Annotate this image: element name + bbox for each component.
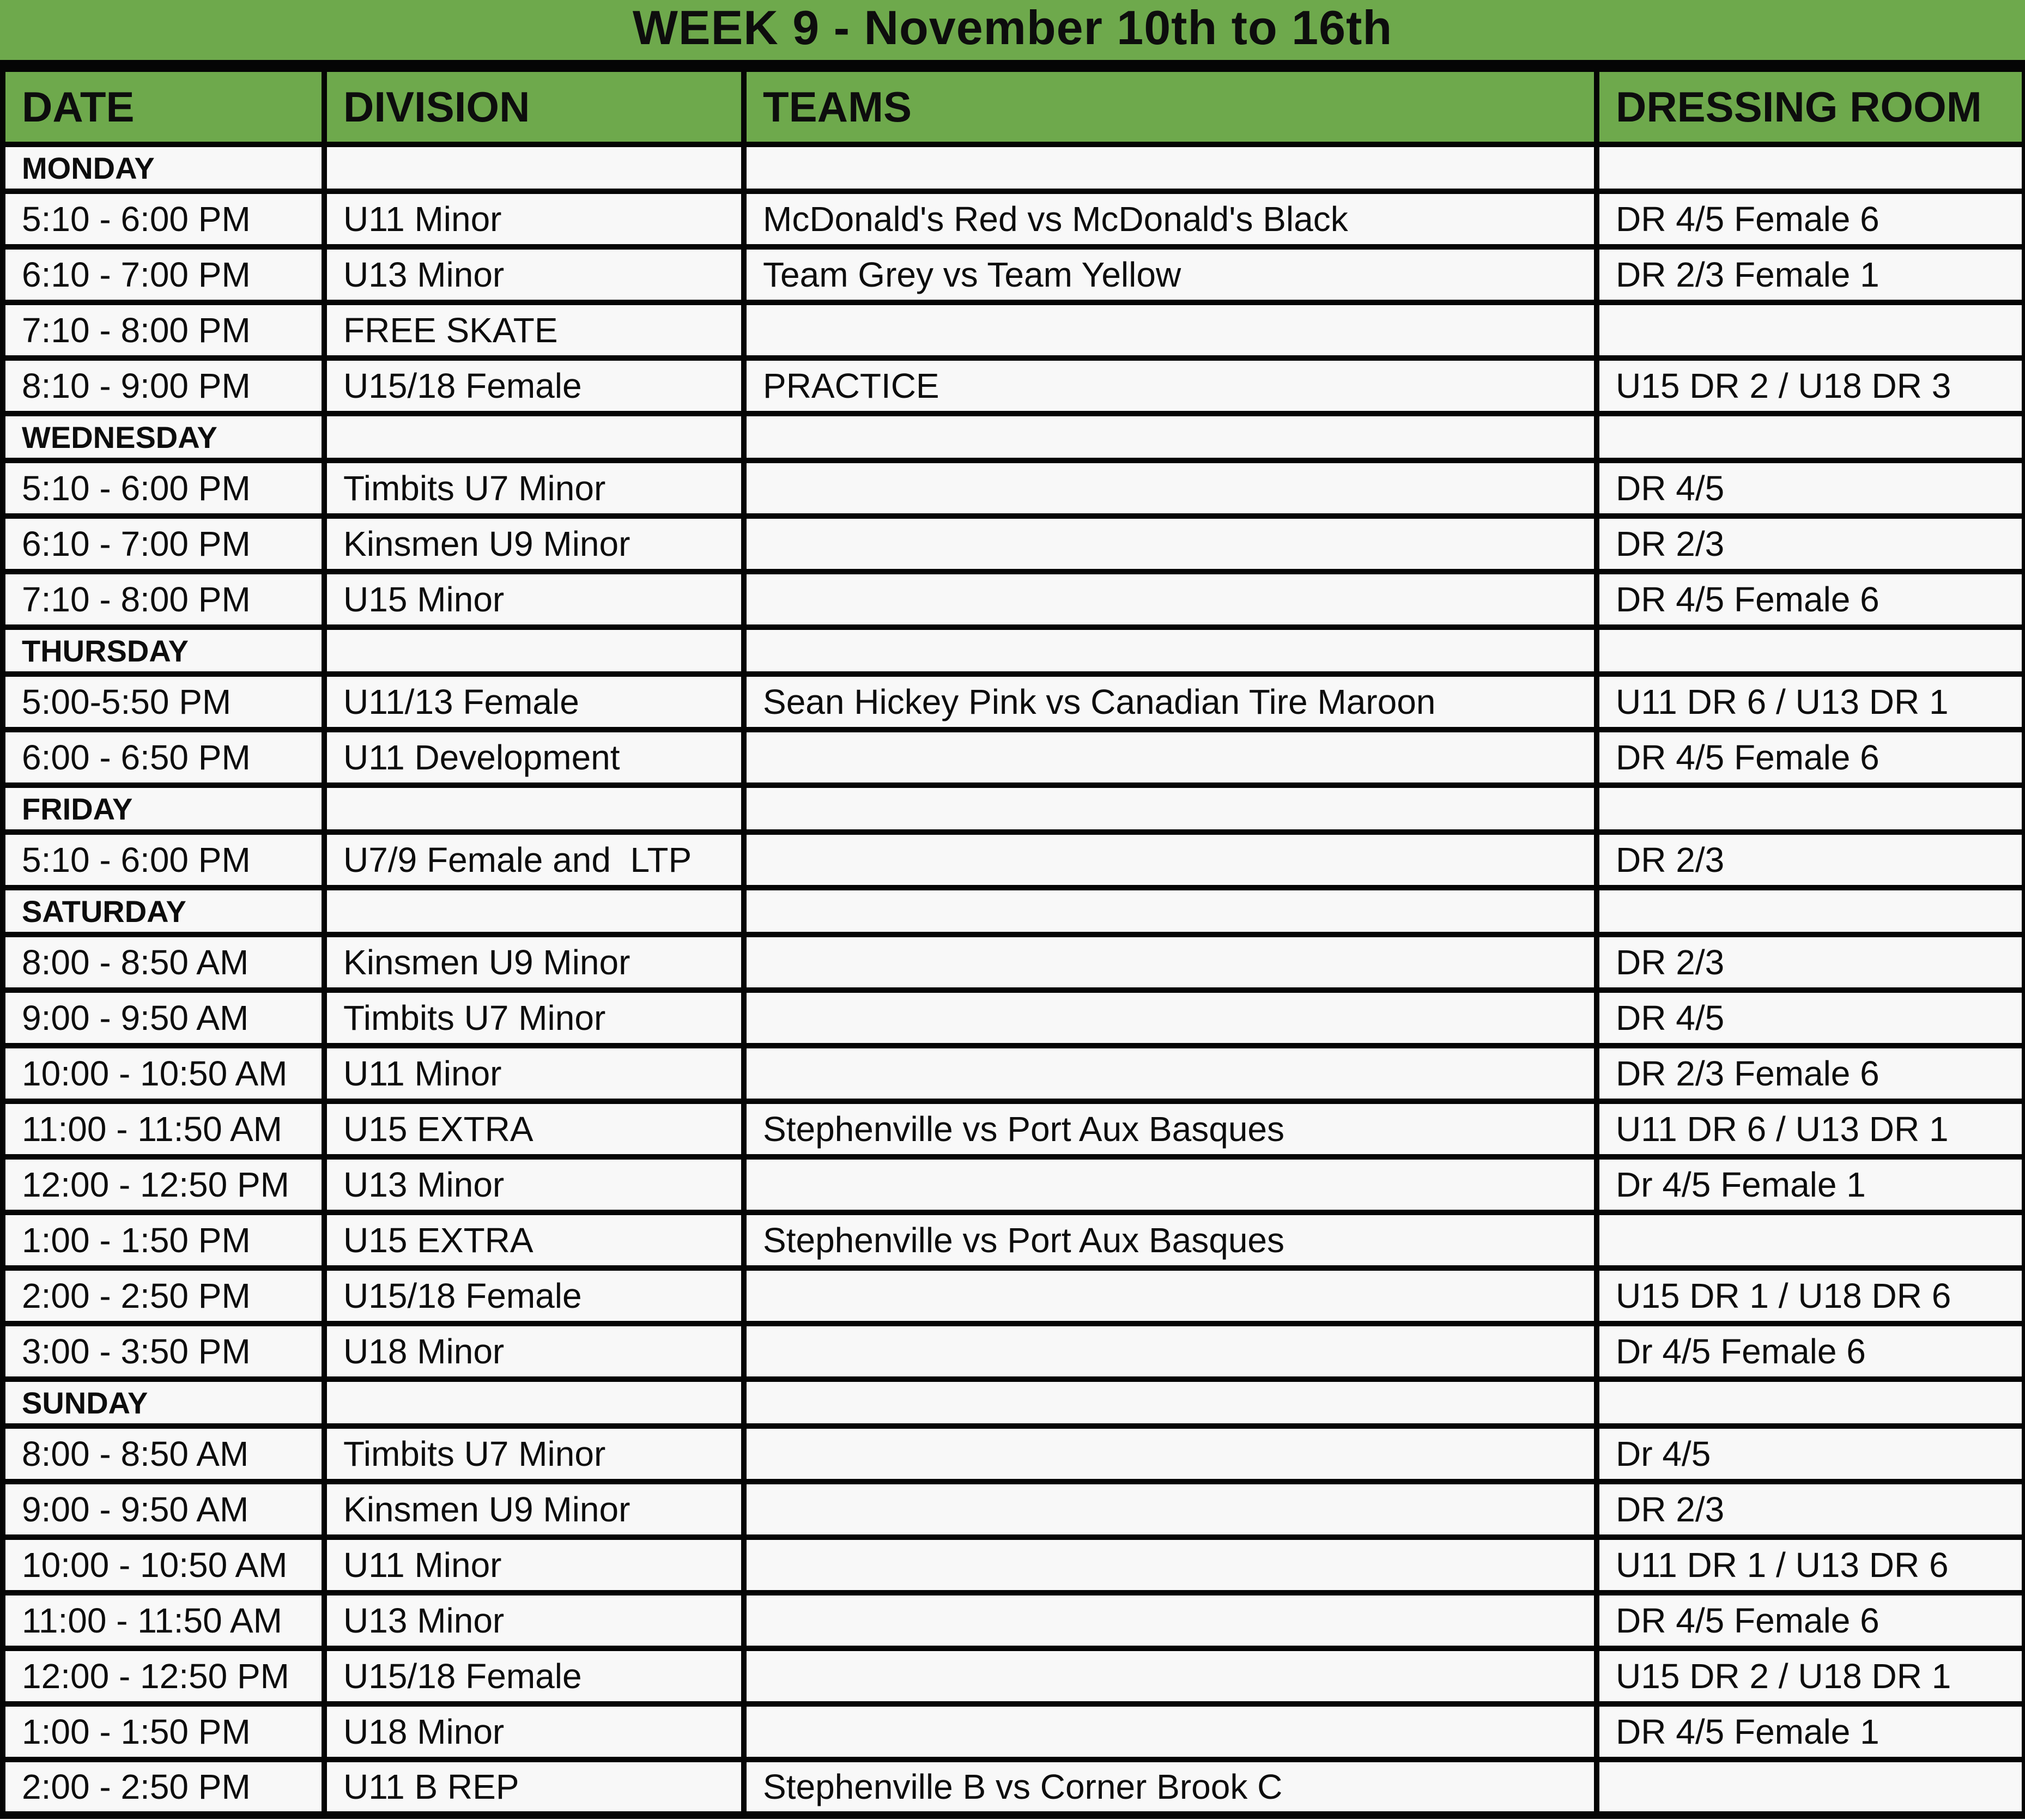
dressing-room-cell: U11 DR 6 / U13 DR 1 bbox=[1597, 1101, 2024, 1157]
teams-cell bbox=[744, 832, 1597, 888]
teams-cell: Team Grey vs Team Yellow bbox=[744, 247, 1597, 302]
teams-cell bbox=[744, 302, 1597, 358]
schedule-row bbox=[3, 1593, 2024, 1648]
dressing-room-cell: U15 DR 2 / U18 DR 3 bbox=[1597, 358, 2024, 414]
date-cell: 6:10 - 7:00 PM bbox=[3, 247, 324, 302]
date-cell: 5:10 - 6:00 PM bbox=[3, 460, 324, 516]
division-cell: U18 Minor bbox=[324, 1704, 744, 1760]
division-cell: U11 B REP bbox=[324, 1760, 744, 1815]
dressing-room-cell: DR 4/5 bbox=[1597, 460, 2024, 516]
day-header-row bbox=[3, 1379, 2024, 1426]
division-cell: Kinsmen U9 Minor bbox=[324, 1482, 744, 1537]
division-cell: Timbits U7 Minor bbox=[324, 1426, 744, 1482]
division-cell: U15 Minor bbox=[324, 572, 744, 627]
teams-cell bbox=[744, 516, 1597, 572]
dressing-room-cell: DR 2/3 Female 6 bbox=[1597, 1046, 2024, 1101]
schedule-row bbox=[3, 1157, 2024, 1212]
division-cell: Timbits U7 Minor bbox=[324, 460, 744, 516]
date-cell: 11:00 - 11:50 AM bbox=[3, 1101, 324, 1157]
dressing-room-cell: Dr 4/5 Female 1 bbox=[1597, 1157, 2024, 1212]
schedule-row bbox=[3, 460, 2024, 516]
division-cell: U13 Minor bbox=[324, 1157, 744, 1212]
division-cell bbox=[324, 627, 744, 674]
teams-cell bbox=[744, 1379, 1597, 1426]
date-cell: 8:00 - 8:50 AM bbox=[3, 935, 324, 990]
division-cell: U11 Minor bbox=[324, 1537, 744, 1593]
dressing-room-cell bbox=[1597, 302, 2024, 358]
date-cell: 1:00 - 1:50 PM bbox=[3, 1212, 324, 1268]
teams-cell bbox=[744, 1324, 1597, 1379]
teams-cell bbox=[744, 730, 1597, 785]
dressing-room-cell: DR 2/3 bbox=[1597, 516, 2024, 572]
day-header-row bbox=[3, 627, 2024, 674]
teams-cell bbox=[744, 888, 1597, 935]
dressing-room-cell bbox=[1597, 1212, 2024, 1268]
date-cell: 8:00 - 8:50 AM bbox=[3, 1426, 324, 1482]
schedule-row bbox=[3, 1426, 2024, 1482]
date-cell: 10:00 - 10:50 AM bbox=[3, 1537, 324, 1593]
schedule-row bbox=[3, 990, 2024, 1046]
schedule-row bbox=[3, 1537, 2024, 1593]
header-row bbox=[3, 69, 2024, 144]
date-cell: 6:10 - 7:00 PM bbox=[3, 516, 324, 572]
date-cell: FRIDAY bbox=[3, 785, 324, 832]
division-cell: U11 Minor bbox=[324, 191, 744, 247]
division-cell: U13 Minor bbox=[324, 247, 744, 302]
teams-cell bbox=[744, 1537, 1597, 1593]
division-cell bbox=[324, 785, 744, 832]
schedule-row bbox=[3, 302, 2024, 358]
schedule-header bbox=[3, 69, 2024, 144]
schedule-row bbox=[3, 1324, 2024, 1379]
date-cell: 1:00 - 1:50 PM bbox=[3, 1704, 324, 1760]
dressing-room-cell: U11 DR 6 / U13 DR 1 bbox=[1597, 674, 2024, 730]
schedule-row bbox=[3, 1212, 2024, 1268]
schedule-row bbox=[3, 935, 2024, 990]
date-cell: 7:10 - 8:00 PM bbox=[3, 572, 324, 627]
dressing-room-cell: U11 DR 1 / U13 DR 6 bbox=[1597, 1537, 2024, 1593]
division-cell: Kinsmen U9 Minor bbox=[324, 516, 744, 572]
division-cell bbox=[324, 414, 744, 460]
teams-cell: Stephenville B vs Corner Brook C bbox=[744, 1760, 1597, 1815]
dressing-room-cell: U15 DR 1 / U18 DR 6 bbox=[1597, 1268, 2024, 1324]
date-cell: 5:00-5:50 PM bbox=[3, 674, 324, 730]
dressing-room-cell: DR 4/5 Female 6 bbox=[1597, 572, 2024, 627]
schedule-row bbox=[3, 1704, 2024, 1760]
date-cell: 9:00 - 9:50 AM bbox=[3, 1482, 324, 1537]
dressing-room-cell: Dr 4/5 bbox=[1597, 1426, 2024, 1482]
week-title-banner bbox=[0, 0, 2025, 66]
column-header-division: DIVISION bbox=[324, 69, 744, 144]
schedule-table bbox=[0, 66, 2025, 1819]
division-cell: U13 Minor bbox=[324, 1593, 744, 1648]
date-cell: 10:00 - 10:50 AM bbox=[3, 1046, 324, 1101]
dressing-room-cell: DR 4/5 bbox=[1597, 990, 2024, 1046]
teams-cell bbox=[744, 785, 1597, 832]
teams-cell bbox=[744, 460, 1597, 516]
dressing-room-cell bbox=[1597, 144, 2024, 191]
dressing-room-cell bbox=[1597, 1760, 2024, 1815]
teams-cell bbox=[744, 935, 1597, 990]
date-cell: 12:00 - 12:50 PM bbox=[3, 1648, 324, 1704]
schedule-row bbox=[3, 730, 2024, 785]
dressing-room-cell: DR 2/3 bbox=[1597, 1482, 2024, 1537]
schedule-row bbox=[3, 1046, 2024, 1101]
dressing-room-cell bbox=[1597, 888, 2024, 935]
schedule-row bbox=[3, 1648, 2024, 1704]
division-cell: U15/18 Female bbox=[324, 1648, 744, 1704]
date-cell: 6:00 - 6:50 PM bbox=[3, 730, 324, 785]
division-cell: U11/13 Female bbox=[324, 674, 744, 730]
teams-cell bbox=[744, 1482, 1597, 1537]
teams-cell bbox=[744, 144, 1597, 191]
dressing-room-cell bbox=[1597, 1379, 2024, 1426]
schedule-row bbox=[3, 191, 2024, 247]
date-cell: WEDNESDAY bbox=[3, 414, 324, 460]
dressing-room-cell bbox=[1597, 785, 2024, 832]
schedule-row bbox=[3, 1482, 2024, 1537]
division-cell: U15 EXTRA bbox=[324, 1212, 744, 1268]
day-header-row bbox=[3, 414, 2024, 460]
date-cell: 11:00 - 11:50 AM bbox=[3, 1593, 324, 1648]
schedule-row bbox=[3, 1268, 2024, 1324]
division-cell bbox=[324, 144, 744, 191]
dressing-room-cell: DR 4/5 Female 6 bbox=[1597, 1593, 2024, 1648]
dressing-room-cell bbox=[1597, 627, 2024, 674]
teams-cell: Stephenville vs Port Aux Basques bbox=[744, 1212, 1597, 1268]
dressing-room-cell: U15 DR 2 / U18 DR 1 bbox=[1597, 1648, 2024, 1704]
teams-cell bbox=[744, 627, 1597, 674]
division-cell: FREE SKATE bbox=[324, 302, 744, 358]
division-cell: U15/18 Female bbox=[324, 1268, 744, 1324]
dressing-room-cell: DR 2/3 Female 1 bbox=[1597, 247, 2024, 302]
division-cell: U11 Development bbox=[324, 730, 744, 785]
division-cell bbox=[324, 1379, 744, 1426]
schedule-body bbox=[3, 144, 2024, 1815]
date-cell: 2:00 - 2:50 PM bbox=[3, 1760, 324, 1815]
dressing-room-cell: DR 4/5 Female 6 bbox=[1597, 191, 2024, 247]
date-cell: THURSDAY bbox=[3, 627, 324, 674]
teams-cell bbox=[744, 1426, 1597, 1482]
dressing-room-cell: Dr 4/5 Female 6 bbox=[1597, 1324, 2024, 1379]
schedule-row bbox=[3, 674, 2024, 730]
dressing-room-cell: DR 4/5 Female 1 bbox=[1597, 1704, 2024, 1760]
dressing-room-cell: DR 2/3 bbox=[1597, 832, 2024, 888]
column-header-dressing-room: DRESSING ROOM bbox=[1597, 69, 2024, 144]
teams-cell bbox=[744, 414, 1597, 460]
schedule-row bbox=[3, 516, 2024, 572]
date-cell: 7:10 - 8:00 PM bbox=[3, 302, 324, 358]
schedule-row bbox=[3, 247, 2024, 302]
teams-cell bbox=[744, 1593, 1597, 1648]
date-cell: 5:10 - 6:00 PM bbox=[3, 191, 324, 247]
division-cell: Kinsmen U9 Minor bbox=[324, 935, 744, 990]
date-cell: 12:00 - 12:50 PM bbox=[3, 1157, 324, 1212]
schedule-row bbox=[3, 572, 2024, 627]
division-cell: Timbits U7 Minor bbox=[324, 990, 744, 1046]
teams-cell bbox=[744, 990, 1597, 1046]
division-cell: U15/18 Female bbox=[324, 358, 744, 414]
page-title: WEEK 9 - November 10th to 16th bbox=[632, 1, 1393, 54]
schedule-row bbox=[3, 358, 2024, 414]
teams-cell bbox=[744, 1704, 1597, 1760]
column-header-date: DATE bbox=[3, 69, 324, 144]
division-cell: U11 Minor bbox=[324, 1046, 744, 1101]
day-header-row bbox=[3, 144, 2024, 191]
column-header-teams: TEAMS bbox=[744, 69, 1597, 144]
dressing-room-cell: DR 2/3 bbox=[1597, 935, 2024, 990]
date-cell: 3:00 - 3:50 PM bbox=[3, 1324, 324, 1379]
schedule-row bbox=[3, 1760, 2024, 1815]
date-cell: 8:10 - 9:00 PM bbox=[3, 358, 324, 414]
schedule-row bbox=[3, 1101, 2024, 1157]
teams-cell: Stephenville vs Port Aux Basques bbox=[744, 1101, 1597, 1157]
division-cell: U15 EXTRA bbox=[324, 1101, 744, 1157]
date-cell: MONDAY bbox=[3, 144, 324, 191]
date-cell: 5:10 - 6:00 PM bbox=[3, 832, 324, 888]
teams-cell bbox=[744, 1157, 1597, 1212]
schedule-row bbox=[3, 832, 2024, 888]
teams-cell: PRACTICE bbox=[744, 358, 1597, 414]
day-header-row bbox=[3, 785, 2024, 832]
date-cell: 9:00 - 9:50 AM bbox=[3, 990, 324, 1046]
division-cell bbox=[324, 888, 744, 935]
teams-cell: Sean Hickey Pink vs Canadian Tire Maroon bbox=[744, 674, 1597, 730]
teams-cell bbox=[744, 572, 1597, 627]
dressing-room-cell: DR 4/5 Female 6 bbox=[1597, 730, 2024, 785]
day-header-row bbox=[3, 888, 2024, 935]
teams-cell: McDonald's Red vs McDonald's Black bbox=[744, 191, 1597, 247]
date-cell: SATURDAY bbox=[3, 888, 324, 935]
dressing-room-cell bbox=[1597, 414, 2024, 460]
date-cell: SUNDAY bbox=[3, 1379, 324, 1426]
division-cell: U18 Minor bbox=[324, 1324, 744, 1379]
teams-cell bbox=[744, 1268, 1597, 1324]
teams-cell bbox=[744, 1648, 1597, 1704]
date-cell: 2:00 - 2:50 PM bbox=[3, 1268, 324, 1324]
teams-cell bbox=[744, 1046, 1597, 1101]
division-cell: U7/9 Female and LTP bbox=[324, 832, 744, 888]
